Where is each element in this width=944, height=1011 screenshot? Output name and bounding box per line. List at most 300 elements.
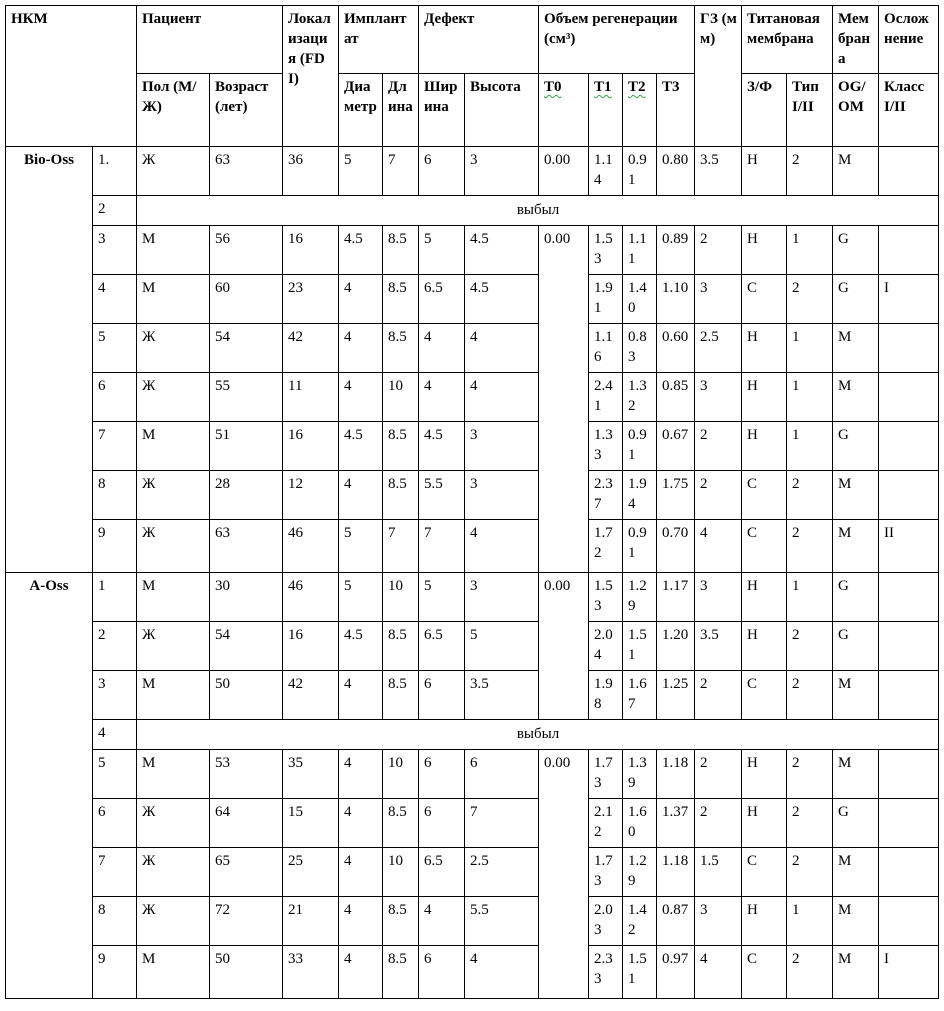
cell-diam: 5 bbox=[339, 573, 383, 622]
cell-membrane: G bbox=[833, 275, 879, 324]
cell-t3: 0.60 bbox=[657, 324, 695, 373]
cell-diam: 4 bbox=[339, 324, 383, 373]
cell-t1: 1.72 bbox=[589, 520, 623, 573]
cell-len: 8.5 bbox=[383, 324, 419, 373]
cell-height: 4 bbox=[465, 373, 539, 422]
cell-t1: 1.33 bbox=[589, 422, 623, 471]
cell-age: 56 bbox=[210, 226, 283, 275]
cell-sex: Ж bbox=[137, 622, 210, 671]
cell-height: 4 bbox=[465, 520, 539, 573]
cell-t0: 0.00 bbox=[539, 573, 589, 720]
cell-sex: Ж bbox=[137, 373, 210, 422]
cell-t1: 1.53 bbox=[589, 226, 623, 275]
row-number: 2 bbox=[93, 622, 137, 671]
group-label: A-Oss bbox=[6, 573, 93, 999]
cell-gz: 4 bbox=[695, 520, 742, 573]
patients-table bbox=[5, 5, 939, 999]
cell-len: 8.5 bbox=[383, 226, 419, 275]
row-number: 3 bbox=[93, 671, 137, 720]
cell-type: 2 bbox=[787, 622, 833, 671]
cell-height: 3 bbox=[465, 147, 539, 196]
cell-width: 4 bbox=[419, 897, 465, 946]
table-row bbox=[6, 520, 939, 573]
cell-zf: Н bbox=[742, 799, 787, 848]
row-number: 5 bbox=[93, 324, 137, 373]
cell-sex: М bbox=[137, 275, 210, 324]
cell-age: 63 bbox=[210, 520, 283, 573]
table-row bbox=[6, 324, 939, 373]
cell-t2: 0.91 bbox=[623, 422, 657, 471]
cell-sex: Ж bbox=[137, 147, 210, 196]
cell-zf: Н bbox=[742, 897, 787, 946]
cell-age: 54 bbox=[210, 324, 283, 373]
cell-type: 2 bbox=[787, 520, 833, 573]
row-number: 9 bbox=[93, 946, 137, 999]
cell-sex: М bbox=[137, 422, 210, 471]
header-t2: T2 bbox=[623, 74, 657, 147]
row-number: 2 bbox=[93, 196, 137, 226]
cell-diam: 4.5 bbox=[339, 422, 383, 471]
cell-zf: С bbox=[742, 471, 787, 520]
header-ti-membrane: Титановая мембрана bbox=[742, 6, 833, 74]
cell-gz: 2 bbox=[695, 671, 742, 720]
cell-membrane: G bbox=[833, 226, 879, 275]
cell-membrane: M bbox=[833, 897, 879, 946]
cell-width: 6.5 bbox=[419, 622, 465, 671]
cell-gz: 3 bbox=[695, 373, 742, 422]
cell-t3: 0.97 bbox=[657, 946, 695, 999]
cell-len: 8.5 bbox=[383, 799, 419, 848]
cell-membrane: M bbox=[833, 848, 879, 897]
cell-t2: 1.39 bbox=[623, 750, 657, 799]
cell-age: 63 bbox=[210, 147, 283, 196]
cell-len: 8.5 bbox=[383, 946, 419, 999]
header-length: Длина bbox=[383, 74, 419, 147]
cell-width: 6 bbox=[419, 750, 465, 799]
header-patient: Пациент bbox=[137, 6, 283, 74]
cell-age: 53 bbox=[210, 750, 283, 799]
cell-complication bbox=[879, 848, 939, 897]
cell-complication: I bbox=[879, 946, 939, 999]
cell-t2: 0.91 bbox=[623, 147, 657, 196]
cell-t3: 1.25 bbox=[657, 671, 695, 720]
dropped-label: выбыл bbox=[137, 196, 939, 226]
cell-t1: 2.04 bbox=[589, 622, 623, 671]
cell-t1: 1.73 bbox=[589, 750, 623, 799]
header-defect: Дефект bbox=[419, 6, 539, 74]
cell-zf: С bbox=[742, 520, 787, 573]
cell-t3: 0.85 bbox=[657, 373, 695, 422]
header-localization: Локализация (FDI) bbox=[283, 6, 339, 147]
cell-zf: Н bbox=[742, 573, 787, 622]
cell-height: 5.5 bbox=[465, 897, 539, 946]
cell-age: 65 bbox=[210, 848, 283, 897]
cell-len: 10 bbox=[383, 750, 419, 799]
row-number: 1. bbox=[93, 147, 137, 196]
row-number: 1 bbox=[93, 573, 137, 622]
cell-complication: I bbox=[879, 275, 939, 324]
cell-diam: 4 bbox=[339, 750, 383, 799]
cell-t1: 2.41 bbox=[589, 373, 623, 422]
cell-complication bbox=[879, 422, 939, 471]
cell-height: 3 bbox=[465, 422, 539, 471]
cell-age: 55 bbox=[210, 373, 283, 422]
cell-membrane: G bbox=[833, 799, 879, 848]
cell-loc: 12 bbox=[283, 471, 339, 520]
header-nkm: НКМ bbox=[6, 6, 137, 147]
cell-zf: С bbox=[742, 848, 787, 897]
cell-membrane: M bbox=[833, 324, 879, 373]
row-number: 9 bbox=[93, 520, 137, 573]
cell-height: 4 bbox=[465, 946, 539, 999]
cell-type: 1 bbox=[787, 573, 833, 622]
cell-height: 3.5 bbox=[465, 671, 539, 720]
cell-type: 2 bbox=[787, 946, 833, 999]
table-row-dropped bbox=[6, 196, 939, 226]
table-row bbox=[6, 897, 939, 946]
cell-age: 30 bbox=[210, 573, 283, 622]
cell-width: 5 bbox=[419, 226, 465, 275]
cell-type: 2 bbox=[787, 471, 833, 520]
cell-diam: 5 bbox=[339, 520, 383, 573]
cell-complication bbox=[879, 324, 939, 373]
cell-loc: 42 bbox=[283, 671, 339, 720]
cell-loc: 46 bbox=[283, 520, 339, 573]
cell-t3: 1.75 bbox=[657, 471, 695, 520]
cell-loc: 11 bbox=[283, 373, 339, 422]
header-row-1 bbox=[6, 6, 939, 74]
cell-t2: 0.83 bbox=[623, 324, 657, 373]
cell-height: 4.5 bbox=[465, 226, 539, 275]
cell-type: 1 bbox=[787, 226, 833, 275]
cell-width: 7 bbox=[419, 520, 465, 573]
cell-zf: Н bbox=[742, 373, 787, 422]
cell-type: 1 bbox=[787, 373, 833, 422]
row-number: 8 bbox=[93, 471, 137, 520]
cell-t1: 1.73 bbox=[589, 848, 623, 897]
cell-complication bbox=[879, 226, 939, 275]
cell-t2: 1.94 bbox=[623, 471, 657, 520]
cell-gz: 3.5 bbox=[695, 622, 742, 671]
header-t0: T0 bbox=[539, 74, 589, 147]
cell-width: 5 bbox=[419, 573, 465, 622]
cell-membrane: M bbox=[833, 750, 879, 799]
cell-height: 3 bbox=[465, 573, 539, 622]
header-complication: Осложнение bbox=[879, 6, 939, 74]
cell-t0: 0.00 bbox=[539, 226, 589, 573]
table-row-dropped bbox=[6, 720, 939, 750]
cell-len: 7 bbox=[383, 147, 419, 196]
cell-t3: 0.89 bbox=[657, 226, 695, 275]
cell-width: 4.5 bbox=[419, 422, 465, 471]
cell-t2: 1.29 bbox=[623, 848, 657, 897]
cell-t2: 1.40 bbox=[623, 275, 657, 324]
table-row bbox=[6, 799, 939, 848]
header-implant: Имплантат bbox=[339, 6, 419, 74]
cell-len: 7 bbox=[383, 520, 419, 573]
cell-type: 1 bbox=[787, 324, 833, 373]
cell-membrane: G bbox=[833, 573, 879, 622]
cell-t1: 2.12 bbox=[589, 799, 623, 848]
cell-width: 6 bbox=[419, 799, 465, 848]
cell-t3: 0.67 bbox=[657, 422, 695, 471]
cell-gz: 2 bbox=[695, 226, 742, 275]
cell-diam: 4 bbox=[339, 897, 383, 946]
cell-zf: С bbox=[742, 946, 787, 999]
cell-t1: 1.16 bbox=[589, 324, 623, 373]
cell-complication bbox=[879, 622, 939, 671]
cell-t3: 1.18 bbox=[657, 750, 695, 799]
cell-t2: 0.91 bbox=[623, 520, 657, 573]
table-row bbox=[6, 848, 939, 897]
cell-loc: 16 bbox=[283, 226, 339, 275]
cell-sex: Ж bbox=[137, 897, 210, 946]
cell-loc: 33 bbox=[283, 946, 339, 999]
cell-sex: Ж bbox=[137, 471, 210, 520]
cell-type: 2 bbox=[787, 147, 833, 196]
cell-membrane: M bbox=[833, 373, 879, 422]
cell-loc: 36 bbox=[283, 147, 339, 196]
cell-zf: Н bbox=[742, 422, 787, 471]
header-t1: T1 bbox=[589, 74, 623, 147]
cell-type: 2 bbox=[787, 848, 833, 897]
header-diameter: Диаметр bbox=[339, 74, 383, 147]
table-row bbox=[6, 226, 939, 275]
cell-loc: 16 bbox=[283, 622, 339, 671]
header-row-2 bbox=[6, 74, 939, 147]
cell-t1: 1.91 bbox=[589, 275, 623, 324]
row-number: 6 bbox=[93, 373, 137, 422]
cell-gz: 1.5 bbox=[695, 848, 742, 897]
header-regen-volume: Объем регенерации (см³) bbox=[539, 6, 695, 74]
cell-height: 7 bbox=[465, 799, 539, 848]
cell-type: 2 bbox=[787, 750, 833, 799]
cell-t3: 0.87 bbox=[657, 897, 695, 946]
header-ogom: OG/ OM bbox=[833, 74, 879, 147]
cell-sex: М bbox=[137, 946, 210, 999]
cell-len: 8.5 bbox=[383, 471, 419, 520]
cell-zf: Н bbox=[742, 147, 787, 196]
cell-width: 6 bbox=[419, 147, 465, 196]
cell-t3: 1.18 bbox=[657, 848, 695, 897]
table-row bbox=[6, 671, 939, 720]
header-height: Высота bbox=[465, 74, 539, 147]
cell-complication bbox=[879, 373, 939, 422]
cell-loc: 21 bbox=[283, 897, 339, 946]
row-number: 4 bbox=[93, 275, 137, 324]
cell-loc: 15 bbox=[283, 799, 339, 848]
cell-diam: 5 bbox=[339, 147, 383, 196]
cell-type: 1 bbox=[787, 897, 833, 946]
cell-t3: 1.17 bbox=[657, 573, 695, 622]
cell-membrane: M bbox=[833, 520, 879, 573]
cell-gz: 3 bbox=[695, 897, 742, 946]
cell-t3: 0.70 bbox=[657, 520, 695, 573]
cell-gz: 3 bbox=[695, 573, 742, 622]
cell-t3: 1.37 bbox=[657, 799, 695, 848]
cell-t2: 1.51 bbox=[623, 946, 657, 999]
cell-width: 5.5 bbox=[419, 471, 465, 520]
cell-loc: 35 bbox=[283, 750, 339, 799]
cell-gz: 2.5 bbox=[695, 324, 742, 373]
cell-complication bbox=[879, 573, 939, 622]
header-membrane: Мембрана bbox=[833, 6, 879, 74]
header-class: Класс I/II bbox=[879, 74, 939, 147]
table-row bbox=[6, 147, 939, 196]
header-age: Возраст (лет) bbox=[210, 74, 283, 147]
cell-sex: Ж bbox=[137, 799, 210, 848]
cell-t2: 1.29 bbox=[623, 573, 657, 622]
table-row bbox=[6, 471, 939, 520]
header-width: Ширина bbox=[419, 74, 465, 147]
cell-t1: 1.14 bbox=[589, 147, 623, 196]
cell-t2: 1.11 bbox=[623, 226, 657, 275]
cell-len: 8.5 bbox=[383, 275, 419, 324]
cell-type: 2 bbox=[787, 671, 833, 720]
cell-gz: 2 bbox=[695, 471, 742, 520]
cell-diam: 4 bbox=[339, 373, 383, 422]
cell-type: 2 bbox=[787, 799, 833, 848]
cell-age: 54 bbox=[210, 622, 283, 671]
row-number: 7 bbox=[93, 848, 137, 897]
cell-complication bbox=[879, 147, 939, 196]
cell-gz: 2 bbox=[695, 422, 742, 471]
table-row bbox=[6, 422, 939, 471]
cell-loc: 23 bbox=[283, 275, 339, 324]
cell-zf: Н bbox=[742, 750, 787, 799]
table-row bbox=[6, 946, 939, 999]
cell-zf: Н bbox=[742, 226, 787, 275]
cell-membrane: M bbox=[833, 671, 879, 720]
cell-height: 4 bbox=[465, 324, 539, 373]
cell-t1: 2.03 bbox=[589, 897, 623, 946]
cell-len: 8.5 bbox=[383, 671, 419, 720]
table-row bbox=[6, 373, 939, 422]
cell-age: 50 bbox=[210, 946, 283, 999]
header-t3: T3 bbox=[657, 74, 695, 147]
cell-zf: Н bbox=[742, 324, 787, 373]
cell-len: 8.5 bbox=[383, 897, 419, 946]
table-row bbox=[6, 573, 939, 622]
group-label: Bio-Oss bbox=[6, 147, 93, 573]
cell-age: 50 bbox=[210, 671, 283, 720]
cell-sex: Ж bbox=[137, 848, 210, 897]
cell-complication: II bbox=[879, 520, 939, 573]
cell-membrane: M bbox=[833, 471, 879, 520]
cell-complication bbox=[879, 671, 939, 720]
cell-len: 10 bbox=[383, 373, 419, 422]
cell-width: 4 bbox=[419, 373, 465, 422]
cell-height: 5 bbox=[465, 622, 539, 671]
cell-height: 4.5 bbox=[465, 275, 539, 324]
row-number: 8 bbox=[93, 897, 137, 946]
cell-diam: 4 bbox=[339, 275, 383, 324]
cell-complication bbox=[879, 799, 939, 848]
cell-age: 72 bbox=[210, 897, 283, 946]
cell-width: 6.5 bbox=[419, 848, 465, 897]
cell-sex: М bbox=[137, 573, 210, 622]
cell-len: 8.5 bbox=[383, 422, 419, 471]
cell-diam: 4 bbox=[339, 946, 383, 999]
cell-sex: М bbox=[137, 226, 210, 275]
cell-t1: 1.53 bbox=[589, 573, 623, 622]
cell-gz: 4 bbox=[695, 946, 742, 999]
table-row bbox=[6, 622, 939, 671]
cell-len: 10 bbox=[383, 848, 419, 897]
cell-t1: 1.98 bbox=[589, 671, 623, 720]
cell-membrane: M bbox=[833, 946, 879, 999]
cell-t0: 0.00 bbox=[539, 147, 589, 196]
row-number: 7 bbox=[93, 422, 137, 471]
header-zf: З/Ф bbox=[742, 74, 787, 147]
cell-len: 10 bbox=[383, 573, 419, 622]
cell-height: 3 bbox=[465, 471, 539, 520]
cell-width: 6 bbox=[419, 946, 465, 999]
cell-zf: С bbox=[742, 275, 787, 324]
cell-complication bbox=[879, 471, 939, 520]
cell-loc: 16 bbox=[283, 422, 339, 471]
cell-loc: 46 bbox=[283, 573, 339, 622]
table-row bbox=[6, 750, 939, 799]
cell-len: 8.5 bbox=[383, 622, 419, 671]
cell-membrane: G bbox=[833, 622, 879, 671]
cell-t2: 1.51 bbox=[623, 622, 657, 671]
table-row bbox=[6, 275, 939, 324]
cell-t1: 2.37 bbox=[589, 471, 623, 520]
cell-zf: С bbox=[742, 671, 787, 720]
cell-t3: 1.10 bbox=[657, 275, 695, 324]
cell-width: 6 bbox=[419, 671, 465, 720]
cell-complication bbox=[879, 897, 939, 946]
cell-sex: М bbox=[137, 671, 210, 720]
cell-t2: 1.32 bbox=[623, 373, 657, 422]
cell-diam: 4.5 bbox=[339, 622, 383, 671]
cell-gz: 3 bbox=[695, 275, 742, 324]
cell-diam: 4 bbox=[339, 471, 383, 520]
cell-sex: М bbox=[137, 750, 210, 799]
cell-t0: 0.00 bbox=[539, 750, 589, 999]
dropped-label: выбыл bbox=[137, 720, 939, 750]
row-number: 4 bbox=[93, 720, 137, 750]
cell-type: 1 bbox=[787, 422, 833, 471]
cell-height: 6 bbox=[465, 750, 539, 799]
cell-sex: Ж bbox=[137, 324, 210, 373]
header-type: Тип I/II bbox=[787, 74, 833, 147]
cell-age: 60 bbox=[210, 275, 283, 324]
cell-t2: 1.67 bbox=[623, 671, 657, 720]
row-number: 6 bbox=[93, 799, 137, 848]
cell-loc: 25 bbox=[283, 848, 339, 897]
row-number: 3 bbox=[93, 226, 137, 275]
cell-type: 2 bbox=[787, 275, 833, 324]
cell-age: 28 bbox=[210, 471, 283, 520]
cell-t2: 1.60 bbox=[623, 799, 657, 848]
cell-loc: 42 bbox=[283, 324, 339, 373]
header-sex: Пол (М/Ж) bbox=[137, 74, 210, 147]
header-gz: ГЗ (мм) bbox=[695, 6, 742, 147]
cell-width: 4 bbox=[419, 324, 465, 373]
cell-sex: Ж bbox=[137, 520, 210, 573]
cell-width: 6.5 bbox=[419, 275, 465, 324]
cell-complication bbox=[879, 750, 939, 799]
cell-age: 51 bbox=[210, 422, 283, 471]
cell-membrane: M bbox=[833, 147, 879, 196]
cell-diam: 4.5 bbox=[339, 226, 383, 275]
cell-membrane: G bbox=[833, 422, 879, 471]
cell-t3: 1.20 bbox=[657, 622, 695, 671]
cell-height: 2.5 bbox=[465, 848, 539, 897]
cell-gz: 3.5 bbox=[695, 147, 742, 196]
